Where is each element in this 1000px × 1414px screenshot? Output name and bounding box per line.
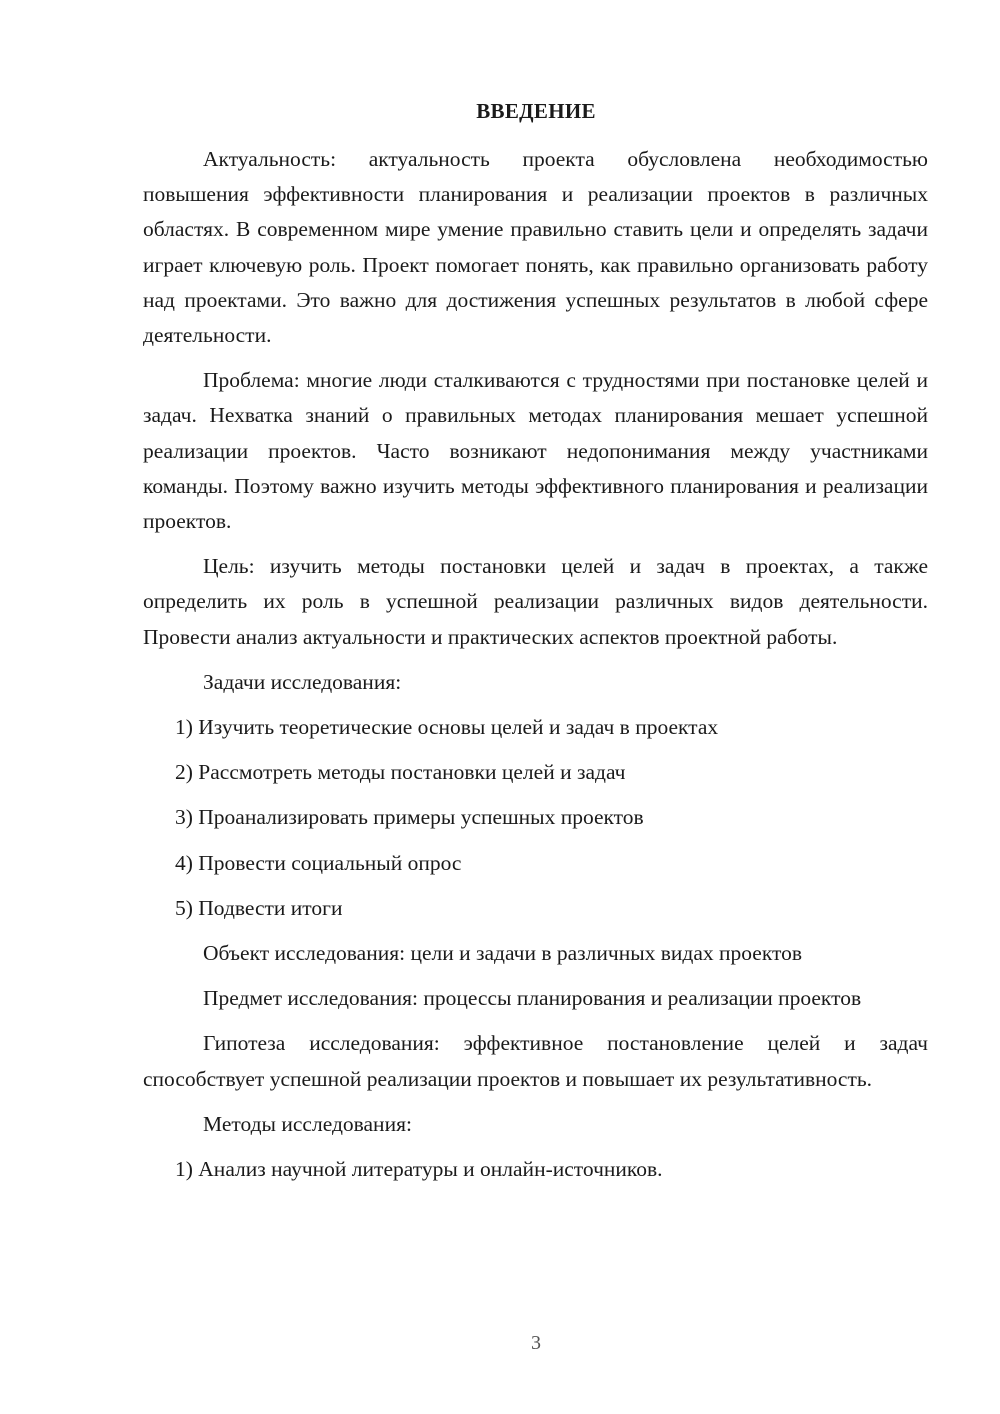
hypothesis-paragraph: Гипотеза исследования: эффективное постановление целей и задач способствует успешной реализации проектов и повышает их результативность. <box>143 1031 928 1091</box>
problem-paragraph: Проблема: многие люди сталкиваются с трудностями при постановке целей и задач. Нехватка знаний о правильных методах планирования мешает успешной реализации проектов. Часто возникают недопонимания между участниками команды. Поэтому важно изучить методы эффективного планирования и реализации проектов. <box>143 368 928 534</box>
section-heading: ВВЕДЕНИЕ <box>476 99 596 123</box>
methods-heading: Методы исследования: <box>203 1111 412 1136</box>
list-item: 2) Рассмотреть методы постановки целей и задач <box>175 760 626 785</box>
list-item: 1) Анализ научной литературы и онлайн-источников. <box>175 1157 663 1182</box>
body-text <box>143 142 928 1197</box>
list-item: 1) Изучить теоретические основы целей и задач в проектах <box>175 715 719 740</box>
methods-list <box>143 1152 928 1187</box>
subject-paragraph: Предмет исследования: процессы планирования и реализации проектов <box>203 986 862 1011</box>
page-number: 3 <box>531 1332 541 1354</box>
list-item: 4) Провести социальный опрос <box>175 850 462 875</box>
tasks-list <box>143 710 928 926</box>
list-item: 5) Подвести итоги <box>175 895 343 920</box>
tasks-heading: Задачи исследования: <box>203 669 402 694</box>
object-paragraph: Объект исследования: цели и задачи в различных видах проектов <box>203 941 803 966</box>
relevance-paragraph: Актуальность: актуальность проекта обусловлена необходимостью повышения эффективности планирования и реализации проектов в различных областях. В современном мире умение правильно ставить цели и определять задачи играет ключевую роль. Проект помогает понять, как правильно организовать работу над проектами. Это важно для достижения успешных результатов в любой сфере деятельности. <box>143 147 928 348</box>
goal-paragraph: Цель: изучить методы постановки целей и задач в проектах, а также определить их роль в успешной реализации различных видов деятельности. Провести анализ актуальности и практических аспектов проектной работы. <box>143 554 928 649</box>
list-item: 3) Проанализировать примеры успешных проектов <box>175 805 644 830</box>
